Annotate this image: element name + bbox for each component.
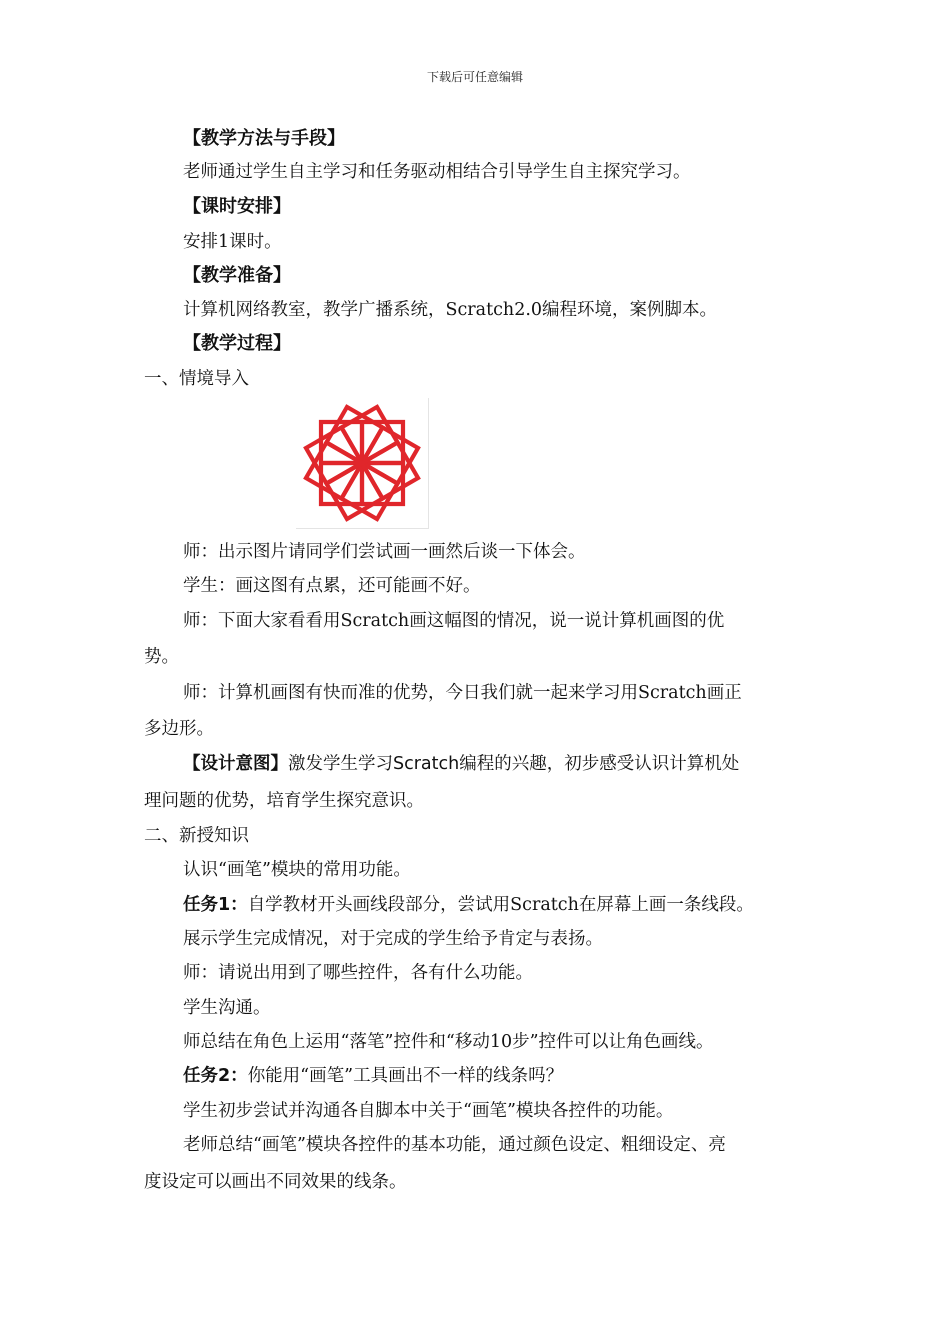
paragraph-3-line-1: 师：下面大家看看用Scratch画这幅图的情况，说一说计算机画图的优 (183, 611, 725, 631)
task-2 (183, 1064, 563, 1088)
task-1-label: 任务1： (183, 895, 248, 915)
paragraph-5: 认识“画笔”模块的常用功能。 (183, 860, 411, 880)
prep-text: 计算机网络教室，教学广播系统，Scratch2.0编程环境，案例脚本。 (183, 300, 718, 320)
task-2-label: 任务2： (183, 1066, 248, 1086)
time-text: 安排1课时。 (183, 232, 282, 252)
red-rotated-squares-rosette-icon (296, 398, 428, 528)
method-text: 老师通过学生自主学习和任务驱动相结合引导学生自主探究学习。 (183, 162, 691, 182)
paragraph-3-line-2: 势。 (144, 647, 179, 667)
design-intent-line-1 (183, 752, 739, 776)
task-2-text: 你能用“画笔”工具画出不一样的线条吗？ (247, 1066, 564, 1086)
paragraph-9: 师总结在角色上运用“落笔”控件和“移动10步”控件可以让角色画线。 (183, 1032, 714, 1052)
design-intent-text: 激发学生学习Scratch编程的兴趣，初步感受认识计算机处 (288, 754, 740, 774)
paragraph-4-line-2: 多边形。 (144, 719, 214, 739)
rosette-figure (296, 398, 429, 529)
design-intent-line-2: 理问题的优势，培育学生探究意识。 (144, 791, 424, 811)
time-heading: 【课时安排】 (183, 196, 291, 217)
paragraph-8: 学生沟通。 (183, 998, 271, 1018)
process-heading: 【教学过程】 (183, 333, 291, 354)
method-heading: 【教学方法与手段】 (183, 128, 345, 149)
paragraph-6: 展示学生完成情况，对于完成的学生给予肯定与表扬。 (183, 929, 603, 949)
prep-heading: 【教学准备】 (183, 265, 291, 286)
paragraph-2: 学生：画这图有点累，还可能画不好。 (183, 576, 481, 596)
part1-title: 一、情境导入 (144, 369, 249, 389)
paragraph-11-line-2: 度设定可以画出不同效果的线条。 (144, 1172, 407, 1192)
paragraph-10: 学生初步尝试并沟通各自脚本中关于“画笔”模块各控件的功能。 (183, 1101, 674, 1121)
design-intent-label: 【设计意图】 (183, 754, 288, 774)
page-header: 下载后可任意编辑 (426, 70, 523, 84)
task-1-text: 自学教材开头画线段部分，尝试用Scratch在屏幕上画一条线段。 (247, 895, 754, 915)
paragraph-11-line-1: 老师总结“画笔”模块各控件的基本功能，通过颜色设定、粗细设定、亮 (183, 1135, 726, 1155)
task-1 (183, 893, 754, 917)
paragraph-7: 师：请说出用到了哪些控件，各有什么功能。 (183, 963, 533, 983)
part2-title: 二、新授知识 (144, 826, 249, 846)
paragraph-4-line-1: 师：计算机画图有快而准的优势，今日我们就一起来学习用Scratch画正 (183, 683, 742, 703)
paragraph-1: 师：出示图片请同学们尝试画一画然后谈一下体会。 (183, 542, 586, 562)
